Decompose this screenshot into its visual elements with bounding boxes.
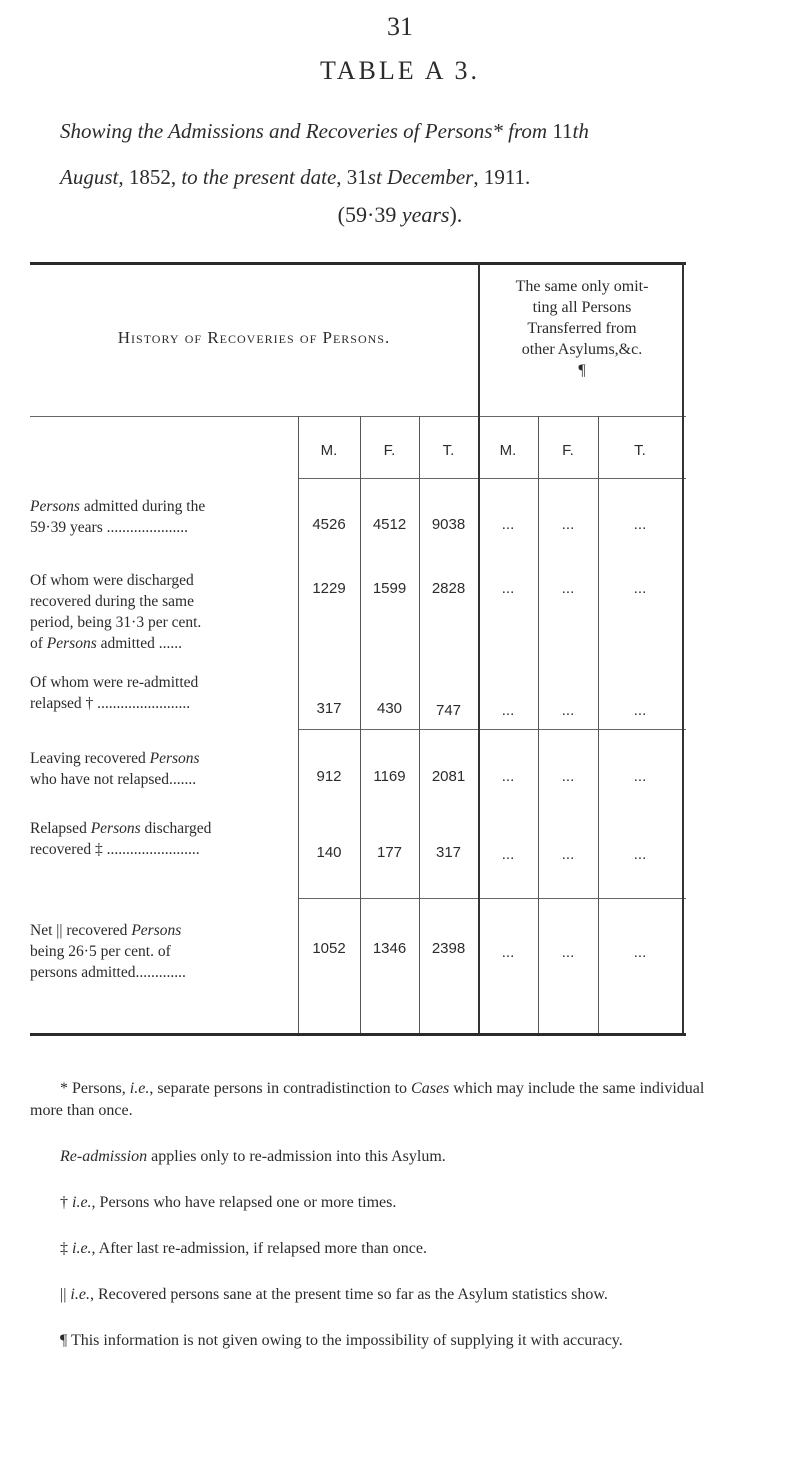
group-rule-2 bbox=[298, 898, 686, 899]
subtitle-end-day: , 31 bbox=[336, 165, 368, 189]
subtitle-end-year: , 1911. bbox=[473, 165, 531, 189]
subtitle-present-date: to the present date bbox=[181, 165, 337, 189]
label-text: discharged bbox=[140, 820, 212, 837]
row-label-line bbox=[30, 633, 298, 654]
row-admitted-f2: ... bbox=[561, 516, 575, 533]
subtitle-day: 11 bbox=[552, 119, 573, 143]
col-header-t-2: T. bbox=[634, 442, 646, 459]
label-text: Net || recovered bbox=[30, 922, 132, 939]
footnote-parallel bbox=[30, 1284, 730, 1306]
row-admitted-m: 4526 bbox=[312, 516, 346, 533]
row-label-line: Of whom were re-admitted bbox=[30, 674, 199, 691]
row-readmitted-f: 430 bbox=[376, 700, 403, 717]
same-header-line: Transferred from bbox=[527, 320, 637, 337]
row-leaving-f2: ... bbox=[561, 768, 575, 785]
row-leaving-t2: ... bbox=[633, 768, 647, 785]
label-italic: Persons bbox=[46, 635, 97, 652]
row-admitted-f: 4512 bbox=[372, 516, 407, 533]
double-dagger-mark: ‡ bbox=[60, 1240, 72, 1257]
note-italic: i.e. bbox=[72, 1240, 92, 1257]
row-net-f2: ... bbox=[561, 944, 575, 961]
subtitle-month: August bbox=[60, 165, 119, 189]
years-unit: years bbox=[401, 202, 450, 227]
subtitle-line-1 bbox=[60, 108, 750, 154]
row-label-line: being 26·5 per cent. of bbox=[30, 943, 171, 960]
row-readmitted-m2: ... bbox=[501, 702, 515, 719]
header-divider bbox=[30, 416, 686, 417]
row-readmitted-m: 317 bbox=[316, 700, 342, 717]
years-close: ). bbox=[449, 202, 463, 227]
row-relapsed-t2: ... bbox=[633, 846, 647, 863]
col-divider-5 bbox=[598, 416, 599, 1033]
row-label-line: Of whom were discharged bbox=[30, 572, 194, 589]
row-discharged-f: 1599 bbox=[372, 580, 407, 597]
row-admitted-t2: ... bbox=[633, 516, 647, 533]
column-header-rule bbox=[298, 478, 686, 479]
row-admitted-t: 9038 bbox=[431, 516, 466, 533]
row-discharged-t2: ... bbox=[633, 580, 647, 597]
recoveries-table bbox=[30, 262, 686, 1036]
table-subtitle bbox=[60, 108, 750, 200]
row-label-line bbox=[30, 748, 298, 769]
row-leaving-m: 912 bbox=[316, 768, 342, 785]
row-discharged-t: 2828 bbox=[431, 580, 466, 597]
footnote-persons bbox=[30, 1078, 730, 1122]
table-top-rule bbox=[30, 262, 686, 265]
row-label-readmitted bbox=[30, 672, 298, 714]
note-italic: Re-admission bbox=[60, 1148, 148, 1165]
row-discharged-m2: ... bbox=[501, 580, 515, 597]
row-label-line bbox=[30, 496, 298, 517]
row-label-line: who have not relapsed....... bbox=[30, 771, 197, 788]
row-leaving-m2: ... bbox=[501, 768, 515, 785]
label-italic: Persons bbox=[90, 820, 141, 837]
same-header-line: The same only omit- bbox=[515, 278, 649, 295]
row-label-line: persons admitted............. bbox=[30, 964, 186, 981]
row-discharged-f2: ... bbox=[561, 580, 575, 597]
row-label-leaving-recovered bbox=[30, 748, 298, 790]
note-italic: i.e. bbox=[129, 1080, 150, 1097]
subtitle-day-suffix: th bbox=[572, 119, 589, 143]
note-text: applies only to re-admission into this Asylum. bbox=[147, 1148, 446, 1165]
row-admitted-m2: ... bbox=[501, 516, 515, 533]
subtitle-year: , 1852, bbox=[118, 165, 182, 189]
row-label-line bbox=[30, 920, 298, 941]
label-text: admitted ...... bbox=[96, 635, 182, 652]
row-label-admitted bbox=[30, 496, 298, 538]
label-italic: Persons bbox=[30, 498, 80, 515]
note-text: , Recovered persons sane at the present time so far as the Asylum statistics show. bbox=[89, 1286, 608, 1303]
page-number: 31 bbox=[387, 12, 413, 41]
note-text: , After last re-admission, if relapsed more than once. bbox=[91, 1240, 427, 1257]
row-label-line: recovered ‡ ........................ bbox=[30, 841, 200, 858]
period-years bbox=[0, 202, 800, 228]
row-label-line: period, being 31·3 per cent. bbox=[30, 614, 202, 631]
note-text: * Persons, bbox=[60, 1080, 130, 1097]
row-label-discharged bbox=[30, 570, 298, 654]
row-label-line: 59·39 years ..................... bbox=[30, 519, 188, 536]
row-label-net-recovered bbox=[30, 920, 298, 983]
footnote-pilcrow: ¶ This information is not given owing to the impossibility of supplying it with accuracy. bbox=[60, 1332, 623, 1349]
row-readmitted-t: 747 bbox=[435, 702, 462, 719]
row-net-t2: ... bbox=[633, 944, 647, 961]
row-net-t: 2398 bbox=[431, 940, 466, 957]
footnotes bbox=[30, 1078, 730, 1352]
label-text: of bbox=[30, 635, 47, 652]
subtitle-end-month: st December bbox=[367, 165, 474, 189]
row-label-line bbox=[30, 818, 298, 839]
row-readmitted-t2: ... bbox=[633, 702, 647, 719]
row-label-line: recovered during the same bbox=[30, 593, 194, 610]
row-leaving-f: 1169 bbox=[373, 768, 406, 785]
history-header: History of Recoveries of Persons. bbox=[117, 328, 391, 347]
years-value: (59·39 bbox=[337, 202, 402, 227]
row-net-m: 1052 bbox=[312, 940, 346, 957]
row-relapsed-t: 317 bbox=[435, 844, 462, 861]
row-label-relapsed-discharged bbox=[30, 818, 298, 860]
note-text: which may include the same individual more than once. bbox=[30, 1080, 705, 1119]
group-rule-1 bbox=[298, 729, 686, 730]
subtitle-text: Showing the Admissions and Recoveries of Persons* from bbox=[60, 119, 553, 143]
row-readmitted-f2: ... bbox=[561, 702, 575, 719]
row-relapsed-m: 140 bbox=[316, 844, 342, 861]
label-italic: Persons bbox=[149, 750, 200, 767]
same-header-line: other Asylums,&c. bbox=[521, 341, 643, 358]
col-header-t: T. bbox=[442, 442, 455, 459]
row-label-line: relapsed † ........................ bbox=[30, 695, 191, 712]
row-leaving-t: 2081 bbox=[431, 768, 466, 785]
label-text: Relapsed bbox=[30, 820, 91, 837]
row-discharged-m: 1229 bbox=[312, 580, 346, 597]
row-relapsed-f2: ... bbox=[561, 846, 575, 863]
footnote-double-dagger bbox=[30, 1238, 730, 1260]
col-header-m-2: M. bbox=[499, 442, 517, 459]
note-italic: Cases bbox=[411, 1080, 450, 1097]
table-title: TABLE A 3. bbox=[319, 56, 481, 85]
row-relapsed-m2: ... bbox=[501, 846, 515, 863]
note-text: , separate persons in contradistinction to bbox=[149, 1080, 412, 1097]
col-header-m: M. bbox=[320, 442, 338, 459]
same-omitting-header bbox=[478, 276, 686, 381]
same-header-line: ting all Persons bbox=[532, 299, 632, 316]
parallel-mark: || bbox=[60, 1286, 71, 1303]
row-net-m2: ... bbox=[501, 944, 515, 961]
footnote-readmission bbox=[30, 1146, 730, 1168]
table-bottom-rule bbox=[30, 1033, 686, 1036]
dagger-mark: † bbox=[60, 1194, 72, 1211]
subtitle-line-2 bbox=[60, 154, 750, 200]
note-italic: i.e. bbox=[70, 1286, 90, 1303]
col-divider-4 bbox=[538, 416, 539, 1033]
footnote-dagger bbox=[30, 1192, 730, 1214]
col-header-f-2: F. bbox=[562, 442, 574, 459]
row-relapsed-f: 177 bbox=[376, 844, 403, 861]
label-text: admitted during the bbox=[79, 498, 206, 515]
label-text: Leaving recovered bbox=[30, 750, 150, 767]
row-net-f: 1346 bbox=[372, 940, 407, 957]
note-italic: i.e. bbox=[72, 1194, 92, 1211]
label-italic: Persons bbox=[131, 922, 182, 939]
note-text: , Persons who have relapsed one or more times. bbox=[91, 1194, 397, 1211]
pilcrow-mark: ¶ bbox=[578, 362, 586, 379]
col-header-f: F. bbox=[383, 442, 396, 459]
